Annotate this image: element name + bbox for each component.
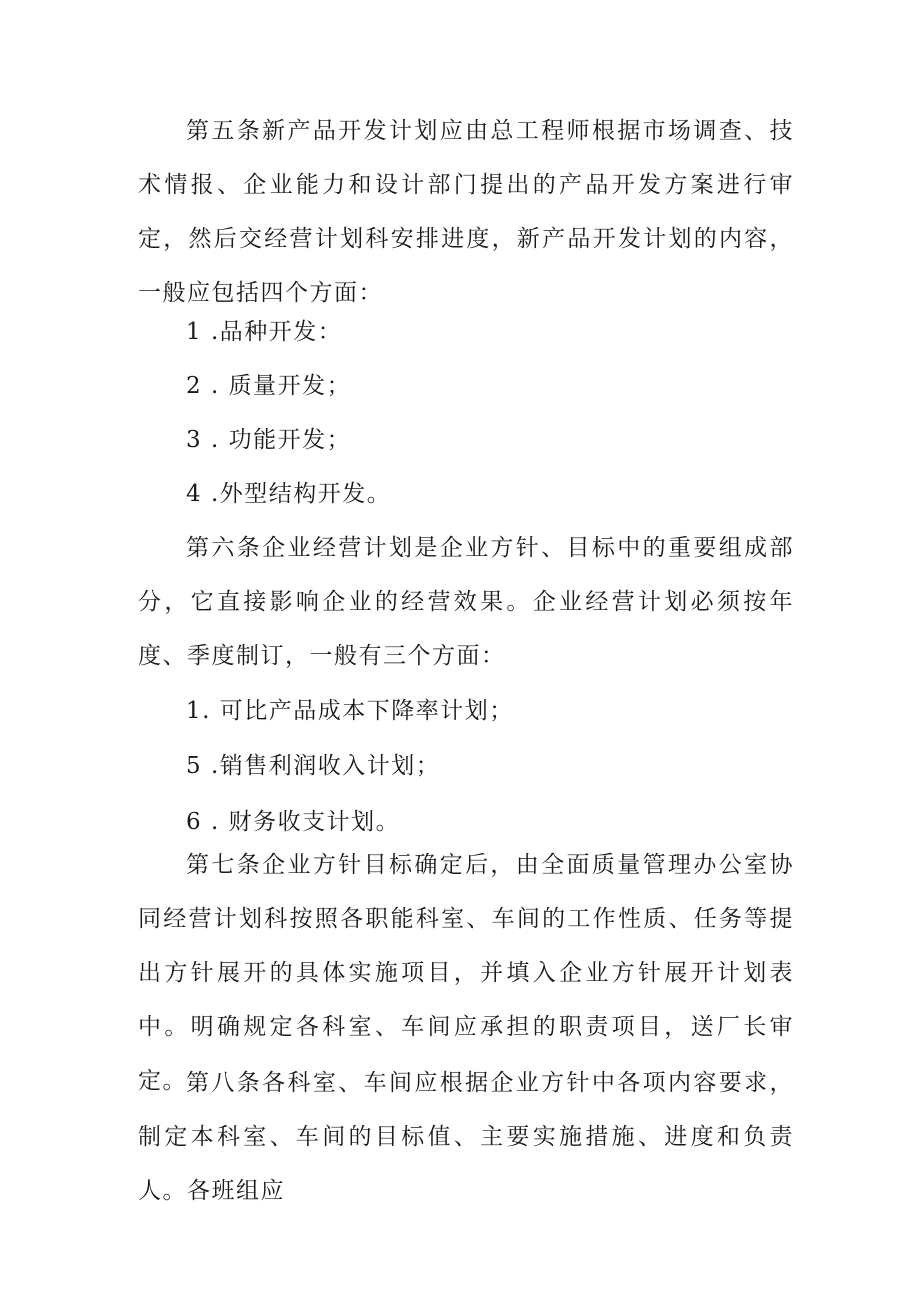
- article-5-item-2: 2 . 质量开发；: [186, 373, 352, 399]
- article-5-item-1: 1 .品种开发：: [186, 319, 343, 345]
- article-8-paragraph: 第八条各科室、车间应根据企业方针中各项内容要求，制定本科室、车间的目标值、主要实施措施、进度和负责人。各班组应: [138, 1070, 794, 1204]
- article-7-paragraph: 第七条企业方针目标确定后，由全面质量管理办公室协同经营计划科按照各职能科室、车间的工作性质、任务等提出方针展开的具体实施项目，并填入企业方针展开计划表中。明确规定各科室、车间应承担的职责项目，送厂长审定。: [138, 852, 794, 1094]
- article-6-paragraph: 第六条企业经营计划是企业方针、目标中的重要组成部分，它直接影响企业的经营效果。企业经营计划必须按年度、季度制订，一般有三个方面：: [138, 535, 794, 669]
- article-5-item-3: 3 . 功能开发；: [186, 427, 352, 453]
- article-6-item-3: 6 . 财务收支计划。: [186, 809, 401, 835]
- article-6-item-2: 5 .销售利润收入计划；: [186, 753, 441, 779]
- article-6-item-1: 1. 可比产品成本下降率计划；: [186, 698, 514, 724]
- article-5-paragraph: 第五条新产品开发计划应由总工程师根据市场调查、技术情报、企业能力和设计部门提出的产品开发方案进行审定，然后交经营计划科安排进度，新产品开发计划的内容，一般应包括四个方面：: [138, 118, 794, 306]
- article-5-item-4: 4 .外型结构开发。: [186, 481, 392, 507]
